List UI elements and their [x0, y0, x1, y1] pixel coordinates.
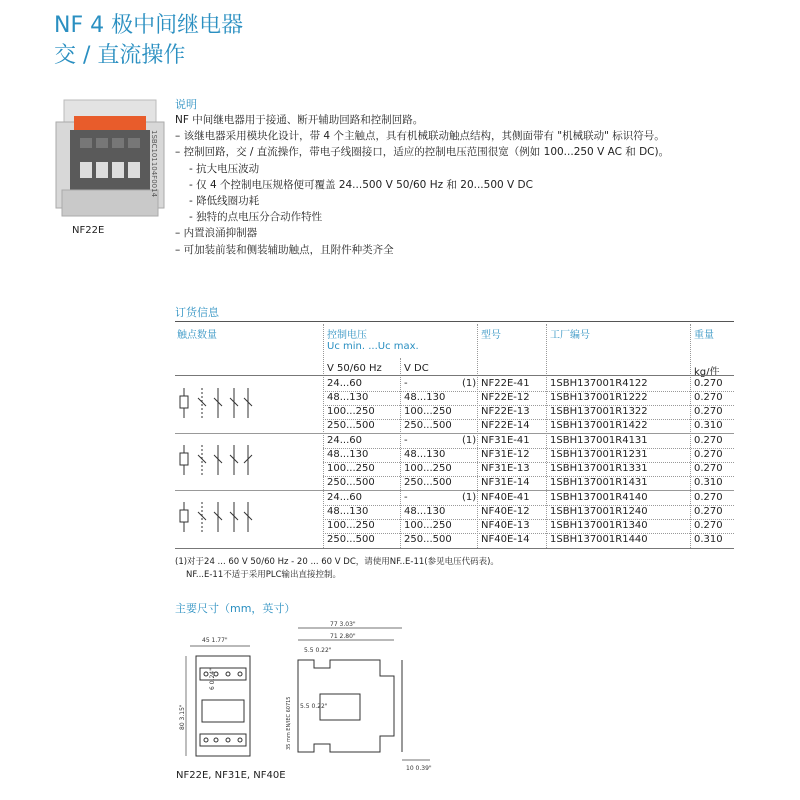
ordering-heading: 订货信息: [175, 306, 219, 319]
cell-dc: 250...500: [404, 477, 452, 488]
dim-side-bottom: 10 0.39": [406, 765, 432, 772]
cell-dc: 48...130: [404, 392, 446, 403]
cell-dc: 250...500: [404, 420, 452, 431]
cell-note: (1): [462, 492, 477, 503]
page-subtitle: 交 / 直流操作: [54, 43, 186, 68]
cell-type: NF31E-41: [481, 435, 530, 446]
cell-type: NF31E-13: [481, 463, 530, 474]
cell-code: 1SBH137001R1240: [550, 506, 648, 517]
cell-ac: 250...500: [327, 534, 375, 545]
cell-ac: 48...130: [327, 506, 369, 517]
description-line: - 仅 4 个控制电压规格便可覆盖 24...500 V 50/60 Hz 和 20...500 V DC: [189, 178, 533, 191]
description-line: - 降低线圈功耗: [189, 195, 260, 208]
cell-dc: 100...250: [404, 520, 452, 531]
footnote: (1)对于24 ... 60 V 50/60 Hz - 20 ... 60 V DC，请使用NF..E-11(参见电压代码表)。: [175, 557, 499, 567]
cell-ac: 24...60: [327, 378, 362, 389]
cell-weight: 0.270: [694, 520, 723, 531]
col-weight: 重量: [694, 330, 714, 341]
cell-dc: -: [404, 492, 408, 503]
cell-type: NF31E-12: [481, 449, 530, 460]
cell-code: 1SBH137001R1222: [550, 392, 648, 403]
dim-side-rail: 35 mm EN/IEC 60715: [286, 696, 292, 750]
cell-type: NF22E-41: [481, 378, 530, 389]
cell-weight: 0.270: [694, 435, 723, 446]
cell-code: 1SBH137001R1440: [550, 534, 648, 545]
cell-code: 1SBH137001R1231: [550, 449, 648, 460]
cell-ac: 100...250: [327, 520, 375, 531]
cell-ac: 100...250: [327, 463, 375, 474]
table-bottom-rule: [175, 548, 734, 549]
dim-side-total: 77 3.03": [330, 621, 356, 628]
cell-note: (1): [462, 435, 477, 446]
cell-weight: 0.270: [694, 506, 723, 517]
cell-ac: 100...250: [327, 406, 375, 417]
cell-weight: 0.270: [694, 449, 723, 460]
description-line: NF 中间继电器用于接通、断开辅助回路和控制回路。: [175, 114, 424, 126]
cell-weight: 0.270: [694, 406, 723, 417]
cell-ac: 250...500: [327, 477, 375, 488]
cell-ac: 24...60: [327, 492, 362, 503]
cell-weight: 0.310: [694, 477, 723, 488]
col-voltage-sub: Uc min. ...Uc max.: [327, 341, 419, 352]
cell-type: NF22E-13: [481, 406, 530, 417]
cell-weight: 0.270: [694, 463, 723, 474]
cell-ac: 24...60: [327, 435, 362, 446]
cell-code: 1SBH137001R1431: [550, 477, 648, 488]
description-line: – 该继电器采用模块化设计，带 4 个主触点，具有机械联动触点结构，其侧面带有 "机械联动" 标识符号。: [175, 130, 665, 143]
group-rule: [175, 490, 734, 491]
dim-side-small: 5.5 0.22": [304, 647, 332, 654]
cell-code: 1SBH137001R1340: [550, 520, 648, 531]
cell-ac: 48...130: [327, 449, 369, 460]
dim-side-inner: 71 2.80": [330, 633, 356, 640]
col-divider: [546, 324, 547, 548]
photo-caption: NF22E: [72, 225, 105, 236]
cell-code: 1SBH137001R1322: [550, 406, 648, 417]
contact-schematic: [176, 384, 256, 424]
cell-type: NF40E-12: [481, 506, 530, 517]
cell-weight: 0.270: [694, 492, 723, 503]
description-line: – 内置浪涌抑制器: [175, 227, 258, 240]
dimensions-heading: 主要尺寸（mm，英寸）: [175, 602, 296, 615]
cell-ac: 48...130: [327, 392, 369, 403]
cell-dc: 250...500: [404, 534, 452, 545]
cell-note: (1): [462, 378, 477, 389]
photo-code: 1SBC101104F0014: [150, 130, 158, 198]
dim-front-width: 45 1.77": [202, 637, 228, 644]
cell-weight: 0.310: [694, 534, 723, 545]
table-header-rule: [175, 375, 734, 376]
footnote: NF...E-11不适于采用PLC输出直接控制。: [186, 570, 342, 580]
contact-schematic: [176, 498, 256, 538]
cell-type: NF40E-13: [481, 520, 530, 531]
col-divider: [323, 324, 324, 548]
cell-type: NF22E-14: [481, 420, 530, 431]
col-code: 工厂编号: [550, 330, 590, 341]
description-text: [175, 112, 669, 258]
cell-ac: 250...500: [327, 420, 375, 431]
col-weight-unit: kg/件: [694, 367, 720, 378]
description-heading: 说明: [175, 98, 197, 111]
col-contacts: 触点数量: [177, 330, 217, 341]
col-type: 型号: [481, 330, 501, 341]
cell-dc: 48...130: [404, 506, 446, 517]
cell-dc: 48...130: [404, 449, 446, 460]
cell-type: NF31E-14: [481, 477, 530, 488]
relay-photo: [56, 96, 164, 224]
description-line: – 控制回路，交 / 直流操作，带电子线圈接口，适应的控制电压范围很宽（例如 100...250 V AC 和 DC)。: [175, 146, 670, 159]
cell-dc: -: [404, 378, 408, 389]
dimension-drawing: [180, 620, 440, 780]
cell-type: NF40E-14: [481, 534, 530, 545]
contact-schematic: [176, 441, 256, 481]
cell-code: 1SBH137001R1331: [550, 463, 648, 474]
col-ac: V 50/60 Hz: [327, 363, 382, 374]
cell-dc: 100...250: [404, 463, 452, 474]
col-divider: [690, 324, 691, 548]
dim-front-height: 80 3.15": [179, 704, 186, 730]
cell-dc: -: [404, 435, 408, 446]
col-divider: [477, 324, 478, 548]
cell-type: NF22E-12: [481, 392, 530, 403]
cell-weight: 0.310: [694, 420, 723, 431]
description-line: - 抗大电压波动: [189, 162, 260, 175]
col-dc: V DC: [404, 363, 429, 374]
cell-code: 1SBH137001R4140: [550, 492, 648, 503]
cell-weight: 0.270: [694, 378, 723, 389]
col-voltage: 控制电压: [327, 330, 367, 341]
cell-code: 1SBH137001R4122: [550, 378, 648, 389]
cell-type: NF40E-41: [481, 492, 530, 503]
dimensions-caption: NF22E, NF31E, NF40E: [176, 770, 286, 781]
cell-dc: 100...250: [404, 406, 452, 417]
cell-weight: 0.270: [694, 392, 723, 403]
group-rule: [175, 433, 734, 434]
dim-side-mid: 5.5 0.22": [300, 703, 328, 710]
page-title: NF 4 极中间继电器: [54, 13, 244, 38]
description-line: - 独特的点电压分合动作特性: [189, 211, 323, 224]
dim-front-top: 6 0.24": [209, 668, 216, 690]
ordering-divider: [175, 321, 734, 322]
cell-code: 1SBH137001R4131: [550, 435, 648, 446]
cell-code: 1SBH137001R1422: [550, 420, 648, 431]
description-line: – 可加装前装和侧装辅助触点，且附件种类齐全: [175, 243, 394, 256]
